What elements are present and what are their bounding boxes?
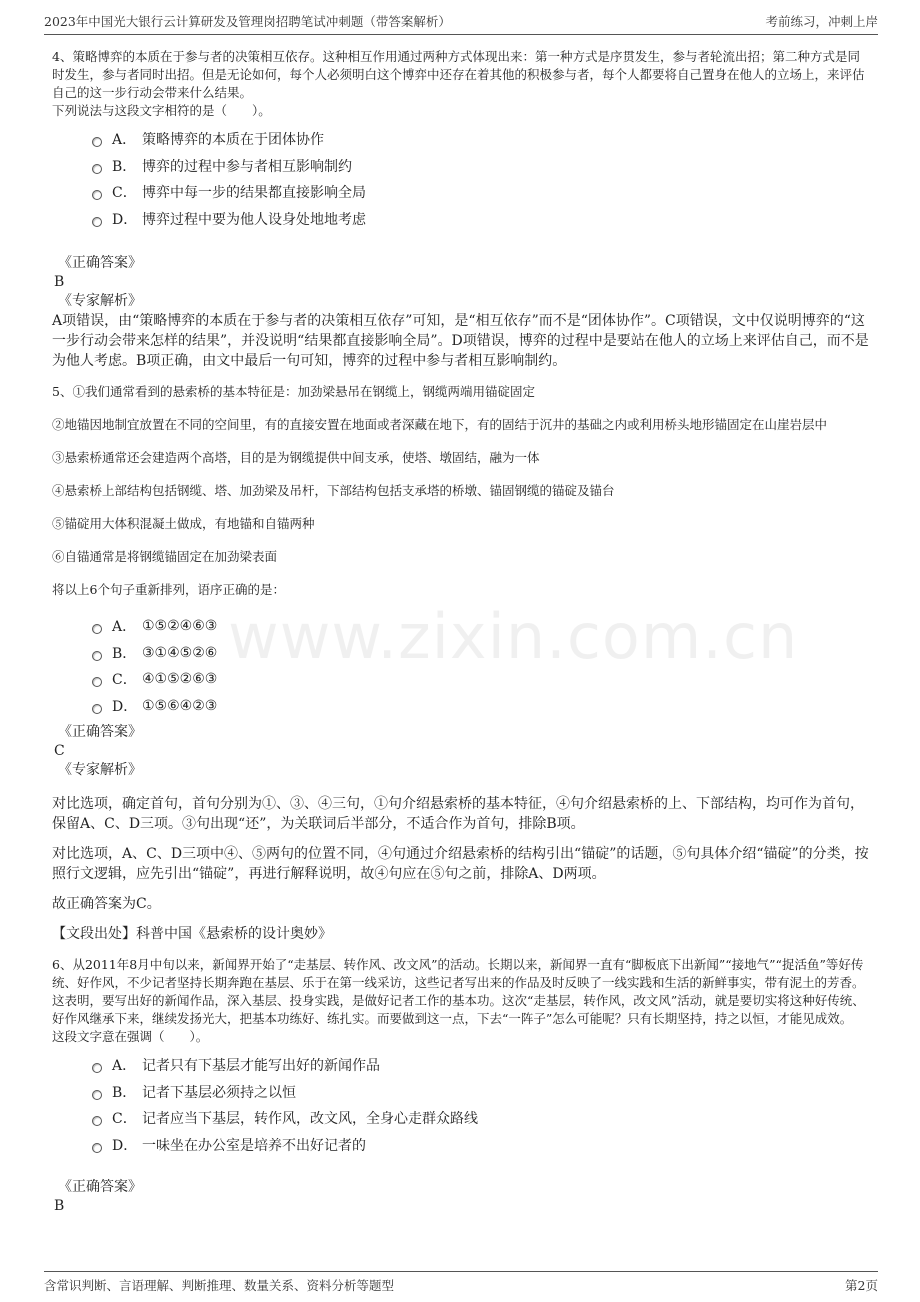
question-stem: 4、策略博弈的本质在于参与者的决策相互依存。这种相互作用通过两种方式体现出来：第一种方式是序贯发生，参与者轮流出招；第二种方式是同时发生，参与者同时出招。但是无论如何，每个人必须明白这个博弈中还存在着其他的积极参与者，每个人都要将自己置身在他人的立场上，来评估自己的这一步行动会带来什么结果。 [52,49,865,100]
radio-icon[interactable] [92,137,102,147]
sentence: ③悬索桥通常还会建造两个高塔，目的是为钢缆提供中间支承，使塔、墩固结，融为一体 [52,450,540,465]
sentence: ⑥自锚通常是将钢缆锚固定在加劲梁表面 [52,549,278,564]
sentence: ④悬索桥上部结构包括钢缆、塔、加劲梁及吊杆，下部结构包括支承塔的桥墩、锚固钢缆的锚碇及锚台 [52,483,615,498]
answer-label: 《正确答案》 [58,724,142,740]
page-footer [44,1271,878,1294]
question-prompt: 这段文字意在强调（ ）。 [52,1029,209,1044]
option-d[interactable]: D． ①⑤⑥④②③ [92,693,872,720]
radio-icon[interactable] [92,704,102,714]
answer-label: 《正确答案》 [58,255,142,271]
question-6 [52,956,872,1216]
radio-icon[interactable] [92,651,102,661]
radio-icon[interactable] [92,1090,102,1100]
analysis-label: 《专家解析》 [58,762,142,778]
question-prompt: 下列说法与这段文字相符的是（ ）。 [52,103,271,118]
option-c[interactable]: C． 记者应当下基层，转作风，改文风，全身心走群众路线 [92,1105,872,1132]
answer-label: 《正确答案》 [58,1179,142,1195]
option-a[interactable]: A． ①⑤②④⑥③ [92,613,872,640]
question-stem: 6、从2011年8月中旬以来，新闻界开始了“走基层、转作风、改文风”的活动。长期以来，新闻界一直有“脚板底下出新闻”“接地气”“捉活鱼”等好传统、好作风，不少记者坚持长期奔跑在基层、乐于在第一线采访，这些记者写出来的作品及时反映了一线实践和生活的新鲜事实，带有泥土的芳香。这表明，要写出好的新闻作品，深入基层、投身实践，是做好记者工作的基本功。这次“走基层，转作风，改文风”活动，就是要切实将这种好传统、好作风继承下来，继续发扬光大，把基本功练好、练扎实。而要做到这一点，下去“一阵子”怎么可能呢？只有长期坚持，持之以恒，才能见成效。 [52,957,865,1026]
option-a[interactable]: A． 策略博弈的本质在于团体协作 [92,126,872,153]
radio-icon[interactable] [92,677,102,687]
analysis-text: 对比选项，A、C、D三项中④、⑤两句的位置不同，④句通过介绍悬索桥的结构引出“锚碇”的话题，⑤句具体介绍“锚碇”的分类，按照行文逻辑，应先引出“锚碇”，再进行解释说明，故④句应在⑤句之前，排除A、D两项。 [52,846,869,882]
question-5 [52,383,872,944]
radio-icon[interactable] [92,1116,102,1126]
document-title: 2023年中国光大银行云计算研发及管理岗招聘笔试冲刺题（带答案解析） [44,14,451,29]
options-list [92,126,872,232]
option-c[interactable]: C． ④①⑤②⑥③ [92,666,872,693]
footer-note: 含常识判断、言语理解、判断推理、数量关系、资料分析等题型 [44,1278,395,1293]
option-b[interactable]: B． ③①④⑤②⑥ [92,640,872,667]
options-list [92,1052,872,1158]
analysis-text: 对比选项，确定首句，首句分别为①、③、④三句，①句介绍悬索桥的基本特征，④句介绍悬索桥的上、下部结构，均可作为首句，保留A、C、D三项。③句出现“还”，为关联词后半部分，不适合作为首句，排除B项。 [52,796,864,832]
answer-value: B [54,1198,65,1214]
radio-icon[interactable] [92,164,102,174]
radio-icon[interactable] [92,1063,102,1073]
watermark: www.zixin.com.cn [228,600,799,673]
header-slogan: 考前练习，冲刺上岸 [765,14,878,29]
page-content [52,48,872,1216]
page-header [44,12,878,35]
page-number: 第2页 [845,1278,878,1293]
question-prompt: 将以上6个句子重新排列，语序正确的是： [52,582,285,597]
option-d[interactable]: D． 博弈过程中要为他人设身处地地考虑 [92,206,872,233]
sentence: ②地锚因地制宜放置在不同的空间里，有的直接安置在地面或者深藏在地下，有的固结于沉井的基础之内或利用桥头地形锚固定在山崖岩层中 [52,417,828,432]
option-c[interactable]: C． 博弈中每一步的结果都直接影响全局 [92,179,872,206]
question-4 [52,48,872,371]
radio-icon[interactable] [92,624,102,634]
option-b[interactable]: B． 博弈的过程中参与者相互影响制约 [92,153,872,180]
sentence: 5、①我们通常看到的悬索桥的基本特征是：加劲梁悬吊在钢缆上，钢缆两端用锚碇固定 [52,384,535,399]
options-list [92,613,872,719]
radio-icon[interactable] [92,217,102,227]
radio-icon[interactable] [92,1143,102,1153]
answer-value: B [54,274,65,290]
analysis-text: A项错误，由“策略博弈的本质在于参与者的决策相互依存”可知，是“相互依存”而不是“团体协作”。C项错误，文中仅说明博弈的“这一步行动会带来怎样的结果”，并没说明“结果都直接影响全局”。D项错误，博弈的过程中是要站在他人的立场上来评估自己，而不是为他人考虑。B项正确，由文中最后一句可知，博弈的过程中参与者相互影响制约。 [52,313,869,369]
analysis-text: 故正确答案为C。 [52,896,161,912]
answer-value: C [54,743,65,759]
option-d[interactable]: D． 一味坐在办公室是培养不出好记者的 [92,1132,872,1159]
analysis-label: 《专家解析》 [58,293,142,309]
source-note: 【文段出处】科普中国《悬索桥的设计奥妙》 [52,926,332,942]
sentence: ⑤锚碇用大体积混凝土做成，有地锚和自锚两种 [52,516,315,531]
option-b[interactable]: B． 记者下基层必须持之以恒 [92,1079,872,1106]
radio-icon[interactable] [92,190,102,200]
option-a[interactable]: A． 记者只有下基层才能写出好的新闻作品 [92,1052,872,1079]
